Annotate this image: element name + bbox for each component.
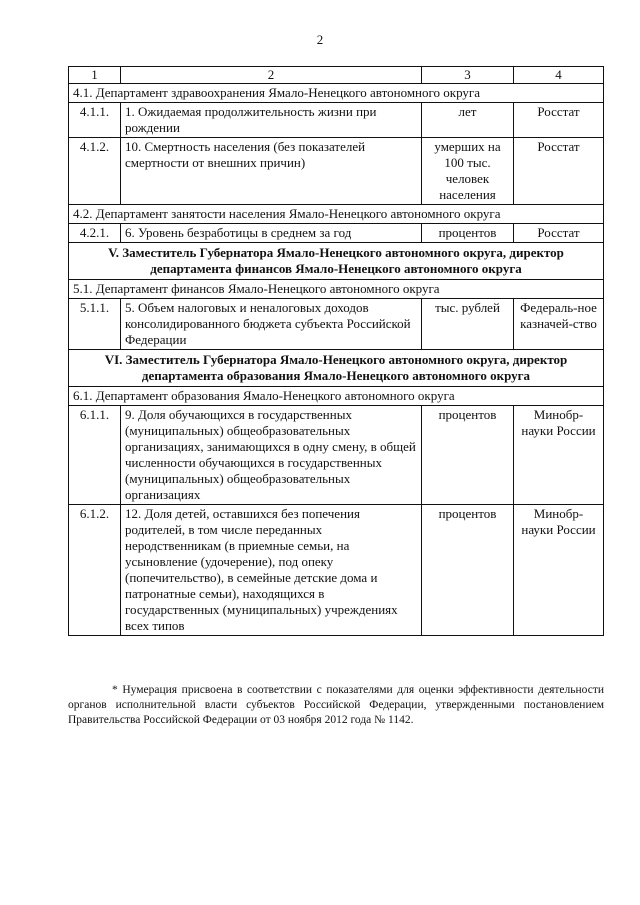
indicator-text: 5. Объем налоговых и неналоговых доходов консолидированного бюджета субъекта Российской Федерации bbox=[121, 299, 422, 350]
section-4-2: 4.2. Департамент занятости населения Ямало-Ненецкого автономного округа bbox=[69, 205, 604, 224]
header-col-1: 1 bbox=[69, 67, 121, 84]
section-5-1: 5.1. Департамент финансов Ямало-Ненецкого автономного округа bbox=[69, 280, 604, 299]
heading-v: V. Заместитель Губернатора Ямало-Ненецкого автономного округа, директор департамента финансов Ямало-Ненецкого автономного округа bbox=[69, 243, 604, 280]
row-number: 4.1.1. bbox=[69, 103, 121, 138]
source-cell: Минобр-науки России bbox=[514, 505, 604, 636]
source-cell: Росстат bbox=[514, 103, 604, 138]
section-row bbox=[69, 84, 604, 103]
table-row bbox=[69, 103, 604, 138]
table-row bbox=[69, 299, 604, 350]
footnote bbox=[68, 683, 604, 728]
table-row bbox=[69, 505, 604, 636]
source-cell: Минобр-науки России bbox=[514, 406, 604, 505]
section-row bbox=[69, 280, 604, 299]
source-cell: Росстат bbox=[514, 138, 604, 205]
table-row bbox=[69, 224, 604, 243]
indicator-text: 1. Ожидаемая продолжительность жизни при рождении bbox=[121, 103, 422, 138]
row-number: 6.1.1. bbox=[69, 406, 121, 505]
indicators-table bbox=[68, 66, 604, 636]
table-header-row bbox=[69, 67, 604, 84]
row-number: 6.1.2. bbox=[69, 505, 121, 636]
indicator-text: 6. Уровень безработицы в среднем за год bbox=[121, 224, 422, 243]
table-row bbox=[69, 138, 604, 205]
section-row bbox=[69, 205, 604, 224]
unit-cell: процентов bbox=[422, 406, 514, 505]
unit-cell: лет bbox=[422, 103, 514, 138]
heading-vi: VI. Заместитель Губернатора Ямало-Ненецкого автономного округа, директор департамента образования Ямало-Ненецкого автономного округа bbox=[69, 350, 604, 387]
header-col-2: 2 bbox=[121, 67, 422, 84]
section-4-1: 4.1. Департамент здравоохранения Ямало-Ненецкого автономного округа bbox=[69, 84, 604, 103]
unit-cell: умерших на 100 тыс. человек населения bbox=[422, 138, 514, 205]
section-6-1: 6.1. Департамент образования Ямало-Ненецкого автономного округа bbox=[69, 387, 604, 406]
section-row bbox=[69, 387, 604, 406]
unit-cell: тыс. рублей bbox=[422, 299, 514, 350]
indicator-text: 10. Смертность населения (без показателей смертности от внешних причин) bbox=[121, 138, 422, 205]
indicator-text: 9. Доля обучающихся в государственных (муниципальных) общеобразовательных организациях, занимающихся в одну смену, в общей численности обучающихся в государственных (муниципальных) общеобразовательных организациях bbox=[121, 406, 422, 505]
row-number: 4.1.2. bbox=[69, 138, 121, 205]
table-row bbox=[69, 406, 604, 505]
heading-row bbox=[69, 243, 604, 280]
heading-row bbox=[69, 350, 604, 387]
source-cell: Росстат bbox=[514, 224, 604, 243]
unit-cell: процентов bbox=[422, 224, 514, 243]
footnote-text: * Нумерация присвоена в соответствии с показателями для оценки эффективности деятельности органов исполнительной власти субъектов Российской Федерации, утвержденными постановлением Правительства Российской Федерации от 03 ноября 2012 года № 1142. bbox=[68, 684, 604, 726]
header-col-4: 4 bbox=[514, 67, 604, 84]
indicator-text: 12. Доля детей, оставшихся без попечения родителей, в том числе переданных неродственникам (в приемные семьи, на усыновление (удочерение), под опеку (попечительство), в семейные детские дома и патронатные семьи), находящихся в государственных (муниципальных) учреждениях всех типов bbox=[121, 505, 422, 636]
unit-cell: процентов bbox=[422, 505, 514, 636]
source-cell: Федераль-ное казначей-ство bbox=[514, 299, 604, 350]
row-number: 5.1.1. bbox=[69, 299, 121, 350]
page-number: 2 bbox=[316, 32, 324, 47]
row-number: 4.2.1. bbox=[69, 224, 121, 243]
header-col-3: 3 bbox=[422, 67, 514, 84]
